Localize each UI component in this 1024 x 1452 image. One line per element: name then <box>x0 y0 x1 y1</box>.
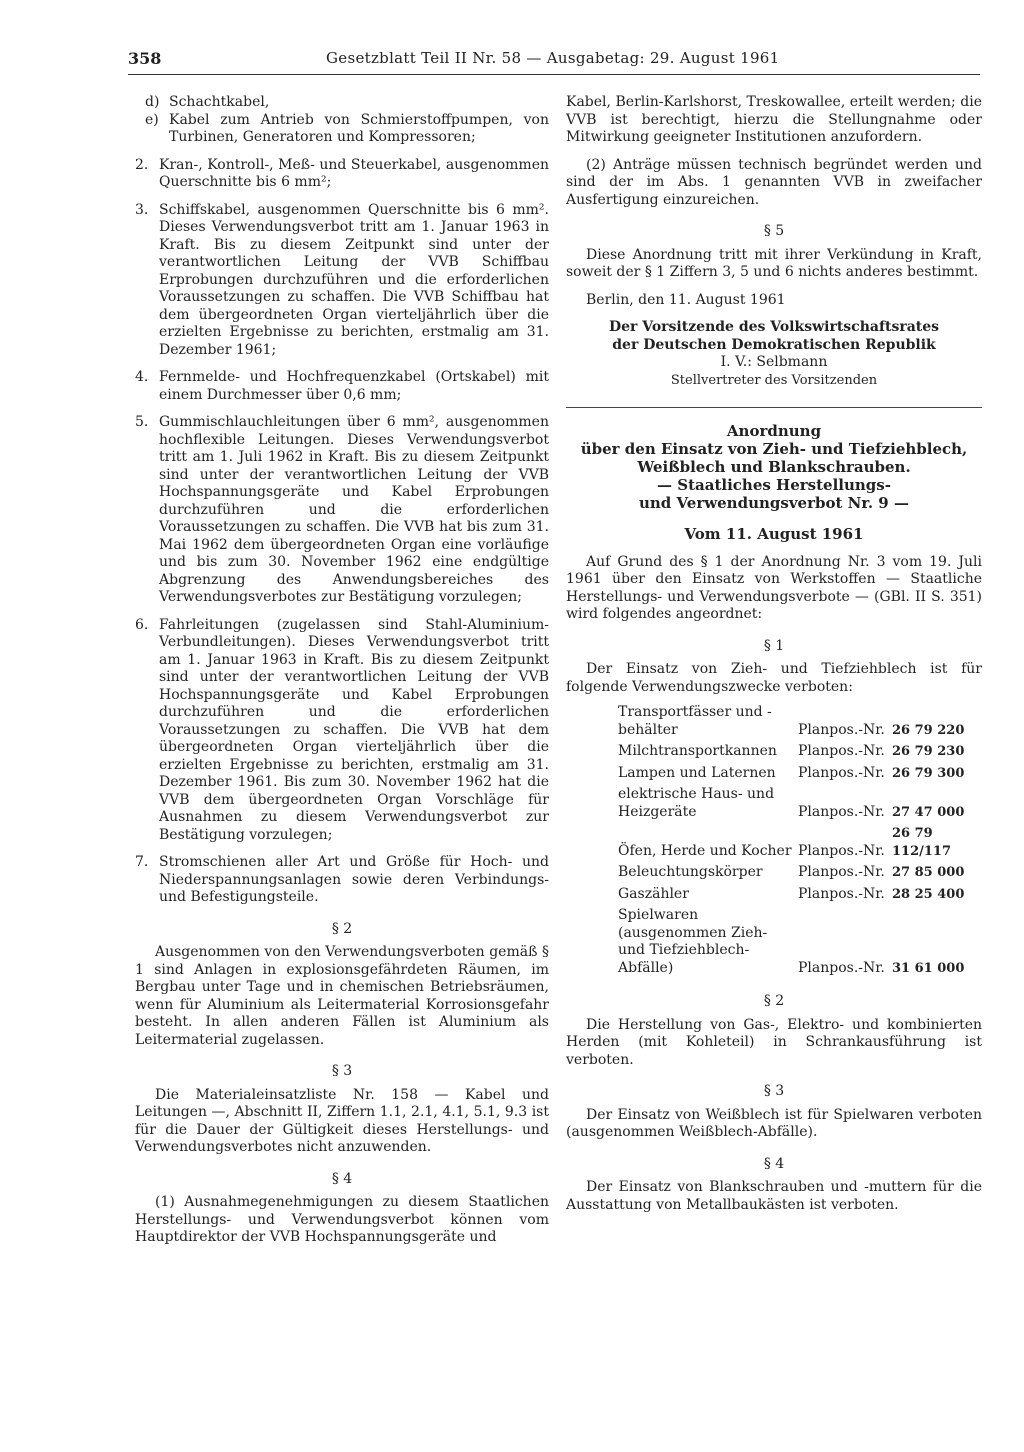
table-code: 26 79 230 <box>892 744 965 759</box>
table-code: 28 25 400 <box>892 886 965 902</box>
section-heading: § 3 <box>331 1063 353 1079</box>
section-text: Ausgenommen von den Verwendungsverboten gemäß § 1 sind Anlagen in explosionsgefährdeten Räumen, im Bergbau unter Tage und in chemischen Betriebsräumen, wenn für Aluminium als Leitermaterial Korrosionsgefahr besteht. In allen anderen Fällen ist Aluminium als Leitermaterial zugelassen. <box>135 944 549 1048</box>
table-planpos: Planpos.-Nr. <box>798 885 885 902</box>
table-row <box>618 784 984 823</box>
ordinance-title: Weißblech und Blankschrauben. <box>637 458 911 476</box>
table-code: 26 79 300 <box>892 765 965 781</box>
ordinance-date: Vom 11. August 1961 <box>684 525 864 543</box>
continued-text: Kabel, Berlin-Karlshorst, Treskowallee, erteilt werden; die VVB ist berechtigt, hierzu die Stellungnahme oder Mitwirkung geeigneter Institutionen anzufordern. <box>566 94 982 145</box>
item-text: Stromschienen aller Art und Größe für Hoch- und Niederspannungsanlagen sowie deren Verbindungs- und Befestigungsteile. <box>159 854 549 905</box>
section-divider <box>566 407 982 408</box>
prohibition-table <box>618 702 984 979</box>
table-row <box>618 702 984 741</box>
preamble-text: Auf Grund des § 1 der Anordnung Nr. 3 vom 19. Juli 1961 über den Einsatz von Werkstoffen — Staatliche Herstellungs- und Verwendungsverbote — (GBl. II S. 351) wird folgendes angeordnet: <box>566 553 982 622</box>
section-heading: § 5 <box>763 223 785 239</box>
signatory-line: Der Vorsitzende des Volkswirtschaftsrates <box>608 319 940 335</box>
item-number: 2. <box>135 156 149 173</box>
table-code: 26 79 220 <box>892 722 965 738</box>
table-code: 27 85 000 <box>892 865 965 880</box>
table-planpos: Planpos.-Nr. <box>798 959 885 976</box>
sub-item-text: Schachtkabel, <box>169 94 270 110</box>
page-header <box>128 50 980 75</box>
table-code: 27 47 000 <box>892 804 965 820</box>
section-heading: § 3 <box>763 1083 785 1099</box>
section-text: (2) Anträge müssen technisch begründet werden und sind der im Abs. 1 genannten VVB in zweifacher Ausfertigung einzureichen. <box>566 156 982 208</box>
ordinance-title: Anordnung <box>726 422 822 440</box>
sub-item-text: Kabel zum Antrieb von Schmierstoffpumpen, von Turbinen, Generatoren und Kompressoren; <box>169 111 549 145</box>
table-item: Lampen und Laternen <box>618 764 776 781</box>
signatory-name: I. V.: Selbmann <box>720 354 828 370</box>
ordinance-title: über den Einsatz von Zieh- und Tiefziehblech, <box>580 440 968 458</box>
table-row <box>618 905 984 979</box>
sub-item-mark: e) <box>145 111 159 128</box>
section-text: Der Einsatz von Blankschrauben und -muttern für die Ausstattung von Metallbaukästen ist verboten. <box>566 1179 982 1213</box>
page-number: 358 <box>128 49 162 68</box>
table-code: 26 79 112/117 <box>892 826 952 859</box>
table-planpos: Planpos.-Nr. <box>798 864 885 880</box>
table-code: 31 61 000 <box>892 960 965 976</box>
section-text: Der Einsatz von Zieh- und Tiefziehblech ist für folgende Verwendungszwecke verboten: <box>566 661 982 695</box>
list-item <box>135 157 549 192</box>
section-text: Diese Anordnung tritt mit ihrer Verkündung in Kraft, soweit der § 1 Ziffern 3, 5 und 6 nichts anderes bestimmt. <box>566 246 982 280</box>
list-item <box>135 414 549 607</box>
table-item: Öfen, Herde und Kocher <box>618 842 792 859</box>
table-planpos: Planpos.-Nr. <box>798 743 885 759</box>
table-item: Milchtransportkannen <box>618 743 777 759</box>
table-row <box>618 741 984 763</box>
section-text: (1) Ausnahmegenehmigungen zu diesem Staatlichen Herstellungs- und Verwendungsverbot können vom Hauptdirektor der VVB Hochspannungsgeräte und <box>135 1194 549 1245</box>
table-row <box>618 823 984 862</box>
table-planpos: Planpos.-Nr. <box>798 803 885 820</box>
section-heading: § 2 <box>763 993 785 1009</box>
list-item <box>135 202 549 360</box>
place-date: Berlin, den 11. August 1961 <box>586 291 786 308</box>
item-number: 3. <box>135 201 149 218</box>
item-number: 7. <box>135 854 149 870</box>
section-text: Die Herstellung von Gas-, Elektro- und kombinierten Herden (mit Kohleteil) in Schrankausführung ist verboten. <box>566 1016 982 1068</box>
table-item: Spielwaren (ausgenommen Zieh- und Tiefziehblech-Abfälle) <box>618 907 768 976</box>
ordinance-title: und Verwendungsverbot Nr. 9 — <box>639 494 909 512</box>
section-heading: § 1 <box>763 637 785 654</box>
ordinance-title: — Staatliches Herstellungs- <box>657 476 891 494</box>
header-title: Gesetzblatt Teil II Nr. 58 — Ausgabetag: 29. August 1961 <box>326 49 780 67</box>
item-text: Fahrleitungen (zugelassen sind Stahl-Aluminium-Verbundleitungen). Dieses Verwendungsverbot tritt am 1. Januar 1963 in Kraft. Bis zu diesem Zeitpunkt sind unter der verantwortlichen Leitung der VVB Hochspannungsgeräte und Kabel Erprobungen durchzuführen und die erforderlichen Voraussetzungen zu schaffen. Die VVB hat dem übergeordneten Organ vierteljährlich über die erzielten Ergebnisse zu berichten, erstmalig am 31. Dezember 1961. Bis zum 30. November 1962 hat die VVB dem übergeordneten Organ Vorschläge für Ausnahmen zu diesem Verwendungsverbot zur Bestätigung vorzulegen; <box>159 616 549 843</box>
signatory-role: Stellvertreter des Vorsitzenden <box>670 372 878 388</box>
item-text: Schiffskabel, ausgenommen Querschnitte bis 6 mm². Dieses Verwendungsverbot tritt am 1. Januar 1963 in Kraft. Bis zu diesem Zeitpunkt sind unter der verantwortlichen Leitung der VVB Schiffbau Erprobungen durchzuführen und die erforderlichen Voraussetzungen zu schaffen. Die VVB Schiffbau hat dem übergeordneten Organ vierteljährlich über die erzielten Ergebnisse zu berichten, erstmalig am 31. Dezember 1961; <box>159 201 549 358</box>
sub-item-e <box>145 112 549 147</box>
list-item <box>135 617 549 845</box>
table-row <box>618 763 984 785</box>
item-number: 6. <box>135 616 149 633</box>
list-item <box>135 854 549 907</box>
section-heading: § 4 <box>331 1170 353 1187</box>
signatory-line: der Deutschen Demokratischen Republik <box>612 336 936 353</box>
table-planpos: Planpos.-Nr. <box>798 764 885 781</box>
section-heading: § 2 <box>331 920 353 937</box>
item-number: 5. <box>135 414 149 430</box>
item-text: Kran-, Kontroll-, Meß- und Steuerkabel, ausgenommen Querschnitte bis 6 mm²; <box>159 156 549 190</box>
table-item: Beleuchtungskörper <box>618 864 763 880</box>
section-text: Der Einsatz von Weißblech ist für Spielwaren verboten (ausgenommen Weißblech-Abfälle). <box>566 1106 982 1140</box>
item-number: 4. <box>135 369 149 385</box>
table-planpos: Planpos.-Nr. <box>798 721 885 738</box>
table-item: elektrische Haus- und Heizgeräte <box>618 786 775 820</box>
sub-item-mark: d) <box>145 94 160 110</box>
table-row <box>618 884 984 906</box>
table-item: Gaszähler <box>618 885 689 902</box>
signature-block <box>566 319 982 389</box>
item-text: Fernmelde- und Hochfrequenzkabel (Ortskabel) mit einem Durchmesser über 0,6 mm; <box>159 369 549 403</box>
section-heading: § 4 <box>763 1155 785 1172</box>
item-text: Gummischlauchleitungen über 6 mm², ausgenommen hochflexible Leitungen. Dieses Verwendungsverbot tritt am 1. Juli 1962 in Kraft. Bis zu diesem Zeitpunkt sind unter der verantwortlichen Leitung der VVB Hochspannungsgeräte und Kabel Erprobungen durchzuführen und die erforderlichen Voraussetzungen zu schaffen. Die VVB hat bis zum 31. Mai 1962 dem übergeordneten Organ eine vorläufige und bis zum 30. November 1962 eine endgültige Abgrenzung des Anwendungsbereiches des Verwendungsverbotes zur Bestätigung vorzulegen; <box>159 414 549 605</box>
left-column <box>135 94 549 1247</box>
table-planpos: Planpos.-Nr. <box>798 842 885 859</box>
table-item: Transportfässer und -behälter <box>618 704 772 738</box>
section-text: Die Materialeinsatzliste Nr. 158 — Kabel und Leitungen —, Abschnitt II, Ziffern 1.1, 2.1, 4.1, 5.1, 9.3 ist für die Dauer der Gültigkeit dieses Herstellungs- und Verwendungsverbotes nicht anzuwenden. <box>135 1086 549 1155</box>
sub-item-d <box>145 94 549 112</box>
list-item <box>135 369 549 404</box>
table-row <box>618 862 984 884</box>
right-column <box>566 94 982 1214</box>
